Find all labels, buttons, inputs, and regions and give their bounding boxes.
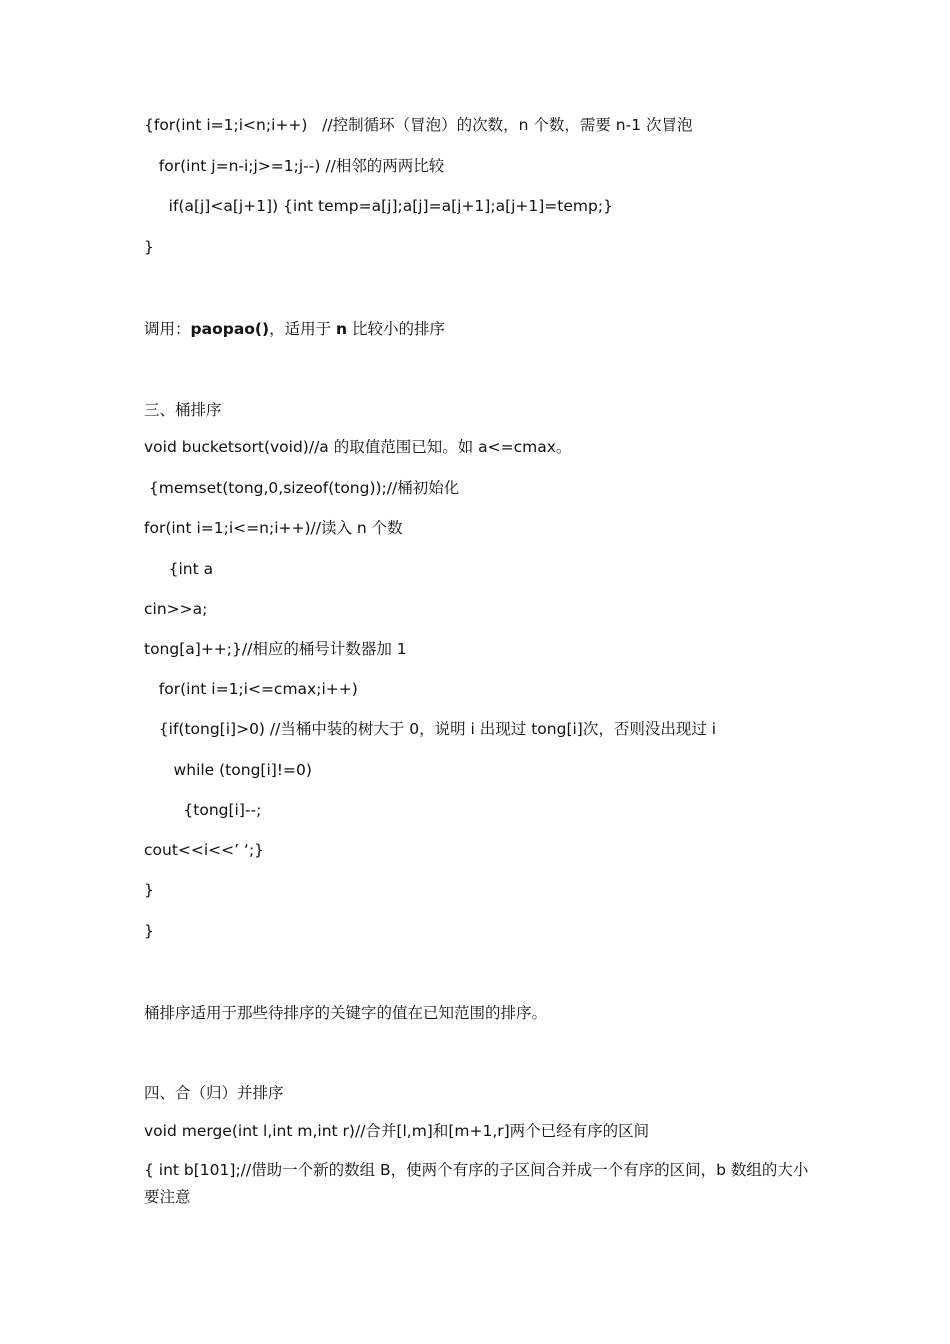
code-line-output-loop: for(int i=1;i<=cmax;i++) xyxy=(144,680,358,698)
code-line-bucketsort-signature: void bucketsort(void)//a 的取值范围已知。如 a<=cmax。 xyxy=(144,438,572,456)
call-prefix: 调用： xyxy=(144,320,191,338)
code-line-cout: cout<<i<<’ ‘;} xyxy=(144,841,265,859)
code-line-if-tong: {if(tong[i]>0) //当桶中装的树大于 0，说明 i 出现过 tong[i]次，否则没出现过 i xyxy=(144,720,717,738)
call-function-name: paopao() xyxy=(190,320,270,338)
code-line-merge-signature: void merge(int l,int m,int r)//合并[l,m]和[m+1,r]两个已经有序的区间 xyxy=(144,1122,650,1140)
call-description xyxy=(144,318,445,340)
code-line-inner-loop: for(int j=n-i;j>=1;j--) //相邻的两两比较 xyxy=(144,157,445,175)
code-line-swap: if(a[j]<a[j+1]) {int temp=a[j];a[j]=a[j+1];a[j+1]=temp;} xyxy=(144,197,613,215)
code-line-while: while (tong[i]!=0) xyxy=(144,761,312,779)
code-line-close-brace: } xyxy=(144,238,154,256)
code-line-merge-array: { int b[101];//借助一个新的数组 B，使两个有序的子区间合并成一个有序的区间，b 数组的大小要注意 xyxy=(144,1161,809,1206)
code-line-memset: {memset(tong,0,sizeof(tong));//桶初始化 xyxy=(144,479,460,497)
code-line-close-brace-1: } xyxy=(144,881,154,899)
call-middle: ，适用于 xyxy=(269,320,337,338)
code-line-tong-increment: tong[a]++;}//相应的桶号计数器加 1 xyxy=(144,640,407,658)
section-heading-bucket-sort: 三、桶排序 xyxy=(144,401,222,419)
code-line-outer-loop: {for(int i=1;i<n;i++) //控制循环（冒泡）的次数，n 个数，需要 n-1 次冒泡 xyxy=(144,116,693,134)
code-line-decrement: {tong[i]--; xyxy=(144,801,262,819)
code-line-cin: cin>>a; xyxy=(144,600,208,618)
section-heading-merge-sort: 四、合（归）并排序 xyxy=(144,1084,284,1102)
call-n-variable: n xyxy=(336,320,348,338)
bucket-sort-note: 桶排序适用于那些待排序的关键字的值在已知范围的排序。 xyxy=(144,1004,548,1022)
code-line-read-loop: for(int i=1;i<=n;i++)//读入 n 个数 xyxy=(144,519,403,537)
call-suffix: 比较小的排序 xyxy=(347,320,446,338)
code-line-int-a: {int a xyxy=(144,560,214,578)
code-line-close-brace-2: } xyxy=(144,922,154,940)
